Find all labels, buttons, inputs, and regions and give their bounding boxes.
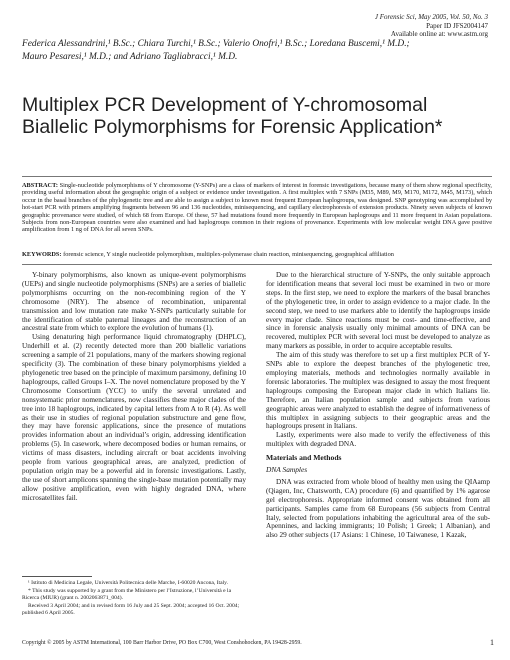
footnote-affiliation: ¹ Istituto di Medicina Legale, Università Politecnica delle Marche, I-60020 Ancona, Italy. (28, 580, 228, 586)
keywords-label: KEYWORDS: (22, 251, 62, 258)
abstract-text: Single-nucleotide polymorphisms of Y chromosome (Y-SNPs) are a class of markers of interest in forensic investigations, because many of them show regional specificity, providing useful information about the geographic origin of a subject or evidence under investigation. A first multiplex with 7 SNPs (M35, M89, M9, M170, M172, M45, M173), which occur in the basal branches of the phylogenetic tree and are able to assign a subject to known most frequent European haplogroups, was designed. SNP genotyping was accomplished by hot-start PCR with primers amplifying fragments between 96 and 136 nucleotides, minisequencing, and capillary electrophoresis of extension products. Ninety seven subjects of known geographic provenance were studied, of which 68 from Europe. Of these, 57 had mutations found more frequently in European haplogroups and 11 more frequent in Asian populations. Subjects from non-European countries were also examined and had haplogroups common in their regions of provenance. Experiments with low molecular weight DNA gave positive amplification from 1 ng of DNA for all seven SNPs. (22, 182, 492, 234)
abstract-label: ABSTRACT: (22, 182, 58, 189)
intro-paragraph-2: Using denaturing high performance liquid chromatography (DHPLC), Underhill et al. (2) recently detected more than 200 biallelic variations screening a sample of 21 populations, many of the markers showing regional specificity (3). The combination of these binary polymorphisms yielded a phylogenetic tree based on the principle of maximum parsimony, defining 10 haplogroups, called Groups I–X. The novel nomenclature proposed by the Y Chromosome Consortium (YCC) to unify the several unrelated and nonsystematic prior nomenclatures, now classifies these major clades of the tree into 18 haplogroups, indicated by capital letters from A to R (4). As well as their use in studies of regional population substructure and gene flow, they may have forensic applications, since the presence of mutations provides information about an individual’s origin, addressing identification problems (5). In casework, where decomposed bodies or human remains, or victims of mass disasters, including aircraft or boat accidents involving people from various geographical areas, are analyzed, prediction of population origin may be a powerful aid in forensic investigations. Lastly, the use of short amplicons spanning the single-base mutation potentially may allow positive amplification, even with highly degraded DNA, where microsatellites fail. (22, 333, 246, 502)
title-line-2: Biallelic Polymorphisms for Forensic Application* (22, 116, 443, 138)
intro-paragraph-4: The aim of this study was therefore to set up a first multiplex PCR of Y-SNPs able to explore the deepest branches of the phylogenetic tree, employing materials, methods and technologies normally available in forensic laboratories. The multiplex was designed to assay the most frequent haplogroups composing the European major clade in which Italians lie. Therefore, an Italian population sample and subjects from various geographic areas were analyzed to establish the degree of informativeness of this multiplex in assigning subjects to their geographic areas and the haplogroups present in Italians. (266, 351, 490, 431)
copyright-footer: Copyright © 2005 by ASTM International, 100 Barr Harbor Drive, PO Box C700, West Conshohocken, PA 19428-2959. (22, 640, 302, 646)
subsection-heading: DNA Samples (266, 465, 308, 475)
keywords-text: forensic science, Y single nucleotide polymorphism, multiplex-polymerase chain reaction, minisequencing, geographical affiliation (63, 251, 394, 258)
page-number: 1 (490, 638, 494, 647)
title-line-1: Multiplex PCR Development of Y-chromosomal (22, 94, 428, 116)
paper-id: Paper ID JFS2004147 (426, 21, 488, 30)
availability-note: Available online at: www.astm.org (390, 30, 488, 38)
author-line-2: Mauro Pesaresi,¹ M.D.; and Adriano Tagliabracci,¹ M.D. (22, 52, 238, 62)
footnotes (22, 580, 246, 618)
author-list (22, 38, 492, 64)
intro-paragraph-5: Lastly, experiments were also made to verify the effectiveness of this multiplex with degraded DNA. (266, 431, 490, 449)
intro-paragraph-1: Y-binary polymorphisms, also known as unique-event polymorphisms (UEPs) and single nucleotide polymorphisms (SNPs) are a series of biallelic polymorphisms occurring on the non-recombining region of the Y chromosome (NRY). The absence of recombination, uniparental transmission and low mutation rate make Y-SNPs particularly suitable for the identification of stable paternal lineages and the reconstruction of an ancestral state from which to explore the evolution of humans (1). (22, 271, 246, 333)
author-line-1: Federica Alessandrini,¹ B.Sc.; Chiara Turchi,¹ B.Sc.; Valerio Onofri,¹ B.Sc.; Loredana Buscemi,¹ M.D.; (22, 39, 410, 49)
keywords (22, 251, 492, 258)
footnote-dates: Received 3 April 2004; and in revised form 16 July and 25 Sept. 2004; accepted 16 Oct. 2004; published 6 April 2005. (22, 603, 240, 616)
intro-paragraph-3: Due to the hierarchical structure of Y-SNPs, the only suitable approach for identification means that several loci must be examined in two or more steps. In the first step, we need to explore the markers of the basal branches of the phylogenetic tree, in order to assign evidence to a major clade. In the second step, we need to use markers able to identify the haplogroups inside every major clade. Since reactions must be cost- and time-effective, and since in forensic analysis usually only minimal amounts of DNA can be recovered, multiplex PCR with several loci must be developed to analyze as many markers as possible, in order to acquire acceptable results. (266, 271, 490, 351)
journal-citation: J Forensic Sci, May 2005, Vol. 50, No. 3 (374, 13, 488, 21)
footnote-rule (22, 576, 92, 577)
section-heading: Materials and Methods (266, 453, 342, 463)
journal-header (375, 13, 488, 39)
paper-title (22, 94, 492, 138)
abstract (22, 182, 492, 234)
abstract-top-rule (22, 176, 492, 177)
methods-paragraph-1: DNA was extracted from whole blood of healthy men using the QIAamp (Qiagen, Inc, Chatsworth, CA) procedure (6) and quantified by 1% agarose gel electrophoresis. Appropriate informed consent was obtained from all participants. Samples came from 68 Europeans (56 subjects from Central Italy, selected from populations inhabiting the agricultural area of the sub-Apennines, and lacking immigrants; 10 Polish; 1 Greek; 1 Albanian), and also 29 other subjects (17 Asians: 1 Chinese, 10 Taiwanese, 1 Kazak, (266, 477, 490, 540)
body-column-right (266, 271, 490, 540)
footnote-funding: * This study was supported by a grant from the Ministero per l’Istruzione, l’Università e la Ricerca (MIUR) (grant n. 2002063871_004). (22, 588, 232, 601)
body-column-left (22, 271, 246, 503)
abstract-bottom-rule (22, 264, 492, 265)
